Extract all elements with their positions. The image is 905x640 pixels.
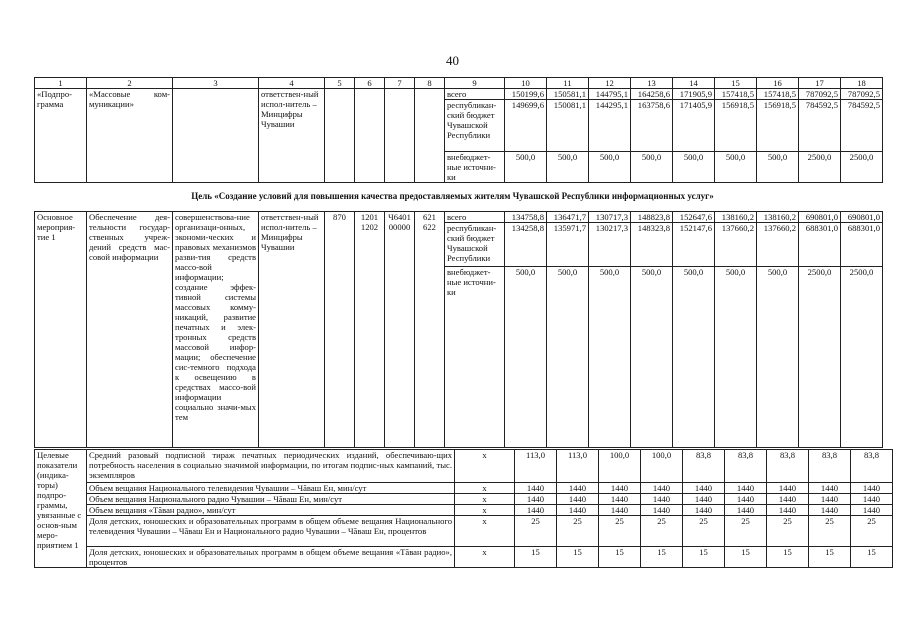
indicator-x: х <box>455 450 515 483</box>
value-cell: 2500,0 <box>799 152 841 183</box>
value-cell: 152647,6 <box>673 212 715 223</box>
value-cell: 134758,8 <box>505 212 547 223</box>
value-cell: 138160,2 <box>715 212 757 223</box>
event-grbs: 870 <box>325 212 355 448</box>
value-cell: 164258,6 <box>631 89 673 100</box>
indicator-value: 113,0 <box>515 450 557 483</box>
event-target-article: Ч6401 00000 <box>385 212 415 448</box>
value-cell: 500,0 <box>631 267 673 448</box>
indicator-value: 83,8 <box>767 450 809 483</box>
subprogram-col8 <box>415 89 445 183</box>
indicator-value: 1440 <box>641 505 683 516</box>
indicator-value: 1440 <box>557 505 599 516</box>
column-number: 4 <box>259 78 325 89</box>
value-cell: 171905,9 <box>673 89 715 100</box>
value-cell: 148823,8 <box>631 212 673 223</box>
value-cell: 156918,5 <box>757 100 799 152</box>
value-cell: 500,0 <box>505 267 547 448</box>
indicator-value: 25 <box>557 516 599 547</box>
indicator-row <box>35 516 893 547</box>
column-number: 10 <box>505 78 547 89</box>
column-number: 14 <box>673 78 715 89</box>
value-cell: 163758,6 <box>631 100 673 152</box>
indicator-value: 1440 <box>809 494 851 505</box>
event-name: Обеспечение дея-тельности государ-ственных учреж-дений средств мас-совой информации <box>87 212 173 448</box>
indicator-x: х <box>455 516 515 547</box>
subprogram-name: «Массовые ком-муникации» <box>87 89 173 183</box>
value-cell: 500,0 <box>757 152 799 183</box>
indicator-value: 1440 <box>767 483 809 494</box>
value-cell: 688301,0 <box>841 223 883 267</box>
value-cell: 144795,1 <box>589 89 631 100</box>
indicator-x: х <box>455 483 515 494</box>
value-cell: 148323,8 <box>631 223 673 267</box>
column-number-row <box>35 78 883 89</box>
subprogram-col6 <box>355 89 385 183</box>
value-cell: 500,0 <box>715 267 757 448</box>
indicator-value: 113,0 <box>557 450 599 483</box>
indicator-value: 25 <box>683 516 725 547</box>
indicator-value: 25 <box>641 516 683 547</box>
value-cell: 136471,7 <box>547 212 589 223</box>
page-number: 40 <box>446 53 459 68</box>
value-cell: 149699,6 <box>505 100 547 152</box>
value-cell: 171405,9 <box>673 100 715 152</box>
indicator-value: 15 <box>515 547 557 568</box>
value-cell: 500,0 <box>715 152 757 183</box>
value-cell: 135971,7 <box>547 223 589 267</box>
main-event-table <box>34 211 883 448</box>
indicator-value: 1440 <box>599 494 641 505</box>
value-cell: 784592,5 <box>841 100 883 152</box>
subprogram-col7 <box>385 89 415 183</box>
value-cell: 150581,1 <box>547 89 589 100</box>
value-cell: 157418,5 <box>757 89 799 100</box>
value-cell: 156918,5 <box>715 100 757 152</box>
column-number: 16 <box>757 78 799 89</box>
column-number: 5 <box>325 78 355 89</box>
indicator-value: 25 <box>851 516 893 547</box>
indicator-value: 25 <box>767 516 809 547</box>
column-number: 7 <box>385 78 415 89</box>
value-cell: 690801,0 <box>799 212 841 223</box>
indicator-row <box>35 450 893 483</box>
value-cell: 150081,1 <box>547 100 589 152</box>
indicator-name: Объем вещания Национального телевидения Чувашии – Чăваш Ен, мин/сут <box>87 483 455 494</box>
indicator-value: 100,0 <box>599 450 641 483</box>
indicator-value: 15 <box>725 547 767 568</box>
column-number: 12 <box>589 78 631 89</box>
indicator-value: 83,8 <box>809 450 851 483</box>
value-cell: 500,0 <box>547 267 589 448</box>
indicator-value: 1440 <box>851 494 893 505</box>
value-cell: 500,0 <box>547 152 589 183</box>
indicator-x: х <box>455 494 515 505</box>
value-cell: 144295,1 <box>589 100 631 152</box>
indicator-name: Средний разовый подписной тираж печатных периодических изданий, обеспечиваю-щих потребность населения в социально значимой информации, по итогам подпис-ных кампаний, тыс. экземпляров <box>87 450 455 483</box>
funding-source: внебюджет-ные источни-ки <box>445 267 505 448</box>
value-cell: 157418,5 <box>715 89 757 100</box>
indicator-value: 1440 <box>641 494 683 505</box>
value-cell: 2500,0 <box>841 152 883 183</box>
indicator-value: 15 <box>641 547 683 568</box>
column-number: 2 <box>87 78 173 89</box>
indicator-value: 15 <box>851 547 893 568</box>
column-number: 8 <box>415 78 445 89</box>
subprogram-col5 <box>325 89 355 183</box>
column-number: 13 <box>631 78 673 89</box>
value-cell: 787092,5 <box>799 89 841 100</box>
indicator-value: 1440 <box>767 494 809 505</box>
value-cell: 688301,0 <box>799 223 841 267</box>
column-number: 11 <box>547 78 589 89</box>
indicator-name: Доля детских, юношеских и образовательных программ в общем объеме вещания «Тăван радио», процентов <box>87 547 455 568</box>
column-number: 6 <box>355 78 385 89</box>
value-cell: 152147,6 <box>673 223 715 267</box>
funding-source: внебюджет-ные источни-ки <box>445 152 505 183</box>
indicator-value: 1440 <box>767 505 809 516</box>
column-number: 17 <box>799 78 841 89</box>
indicator-value: 25 <box>599 516 641 547</box>
indicator-row <box>35 505 893 516</box>
indicator-value: 1440 <box>557 483 599 494</box>
subprogram-table <box>34 77 883 183</box>
indicator-x: х <box>455 547 515 568</box>
indicator-value: 15 <box>809 547 851 568</box>
indicator-value: 1440 <box>515 494 557 505</box>
subprogram-label: «Подпро-грамма <box>35 89 87 183</box>
indicator-row <box>35 547 893 568</box>
indicator-value: 1440 <box>683 483 725 494</box>
indicator-row <box>35 483 893 494</box>
indicator-value: 1440 <box>809 483 851 494</box>
value-cell: 130717,3 <box>589 212 631 223</box>
indicator-value: 1440 <box>557 494 599 505</box>
indicator-name: Доля детских, юношеских и образовательных программ в общем объеме вещания Национального телевидения Чувашии – Чăваш Ен и Национального радио Чувашии – Чăваш Ен, процентов <box>87 516 455 547</box>
indicator-value: 1440 <box>725 505 767 516</box>
value-cell: 137660,2 <box>715 223 757 267</box>
subprogram-col3 <box>173 89 259 183</box>
indicator-value: 15 <box>599 547 641 568</box>
indicators-label: Целевые показатели (индика-торы) подпро-граммы, увязанные с основ-ным меро-приятием 1 <box>35 450 87 568</box>
indicator-name: Объем вещания «Тăван радио», мин/сут <box>87 505 455 516</box>
indicator-row <box>35 494 893 505</box>
indicator-value: 1440 <box>599 483 641 494</box>
value-cell: 690801,0 <box>841 212 883 223</box>
indicator-value: 1440 <box>683 494 725 505</box>
indicator-value: 1440 <box>641 483 683 494</box>
event-label: Основное мероприя-тие 1 <box>35 212 87 448</box>
value-cell: 500,0 <box>589 152 631 183</box>
funding-source: всего <box>445 212 505 223</box>
indicator-value: 1440 <box>725 494 767 505</box>
indicator-value: 100,0 <box>641 450 683 483</box>
event-expense-type: 621 622 <box>415 212 445 448</box>
value-cell: 138160,2 <box>757 212 799 223</box>
value-cell: 500,0 <box>673 152 715 183</box>
indicator-value: 1440 <box>725 483 767 494</box>
value-cell: 137660,2 <box>757 223 799 267</box>
column-number: 18 <box>841 78 883 89</box>
column-number: 1 <box>35 78 87 89</box>
indicator-value: 15 <box>557 547 599 568</box>
value-cell: 150199,6 <box>505 89 547 100</box>
event-executor: ответствен-ный испол-нитель – Минцифры Чувашии <box>259 212 325 448</box>
indicator-value: 1440 <box>515 505 557 516</box>
value-cell: 500,0 <box>505 152 547 183</box>
indicator-value: 1440 <box>599 505 641 516</box>
value-cell: 784592,5 <box>799 100 841 152</box>
value-cell: 500,0 <box>673 267 715 448</box>
column-number: 9 <box>445 78 505 89</box>
indicator-value: 83,8 <box>725 450 767 483</box>
indicator-value: 1440 <box>851 483 893 494</box>
column-number: 3 <box>173 78 259 89</box>
event-row-total <box>35 212 883 223</box>
indicator-value: 1440 <box>851 505 893 516</box>
event-tasks: совершенствова-ние организаци-онных, экономи-ческих и правовых механизмов разви-тия средств массо-вой информации; создание эффек-тивной системы массовых комму-никаций, развитие печатных и элек-тронных средств массовой инфор-мации; обеспечение сис-темного подхода к освещению в средствах массо-вой информации социально значи-мых тем <box>173 212 259 448</box>
funding-source: республикан-ский бюджет Чувашской Республики <box>445 223 505 267</box>
indicator-value: 25 <box>809 516 851 547</box>
target-indicators-table <box>34 449 893 568</box>
value-cell: 2500,0 <box>799 267 841 448</box>
indicator-value: 83,8 <box>683 450 725 483</box>
indicator-value: 15 <box>683 547 725 568</box>
event-section: 1201 1202 <box>355 212 385 448</box>
value-cell: 130217,3 <box>589 223 631 267</box>
value-cell: 500,0 <box>589 267 631 448</box>
subprogram-row-total <box>35 89 883 100</box>
value-cell: 134258,8 <box>505 223 547 267</box>
value-cell: 787092,5 <box>841 89 883 100</box>
goal-heading: Цель «Создание условий для повышения качества предоставляемых жителям Чувашской Республики информационных услуг» <box>191 191 714 201</box>
indicator-x: х <box>455 505 515 516</box>
value-cell: 500,0 <box>631 152 673 183</box>
funding-source: республикан-ский бюджет Чувашской Республики <box>445 100 505 152</box>
funding-source: всего <box>445 89 505 100</box>
value-cell: 2500,0 <box>841 267 883 448</box>
indicator-name: Объем вещания Национального радио Чувашии – Чăваш Ен, мин/сут <box>87 494 455 505</box>
indicator-value: 15 <box>767 547 809 568</box>
value-cell: 500,0 <box>757 267 799 448</box>
indicator-value: 1440 <box>515 483 557 494</box>
indicator-value: 25 <box>515 516 557 547</box>
column-number: 15 <box>715 78 757 89</box>
indicator-value: 1440 <box>683 505 725 516</box>
indicator-value: 25 <box>725 516 767 547</box>
subprogram-executor: ответствен-ный испол-нитель – Минцифры Чувашии <box>259 89 325 183</box>
indicator-value: 83,8 <box>851 450 893 483</box>
indicator-value: 1440 <box>809 505 851 516</box>
